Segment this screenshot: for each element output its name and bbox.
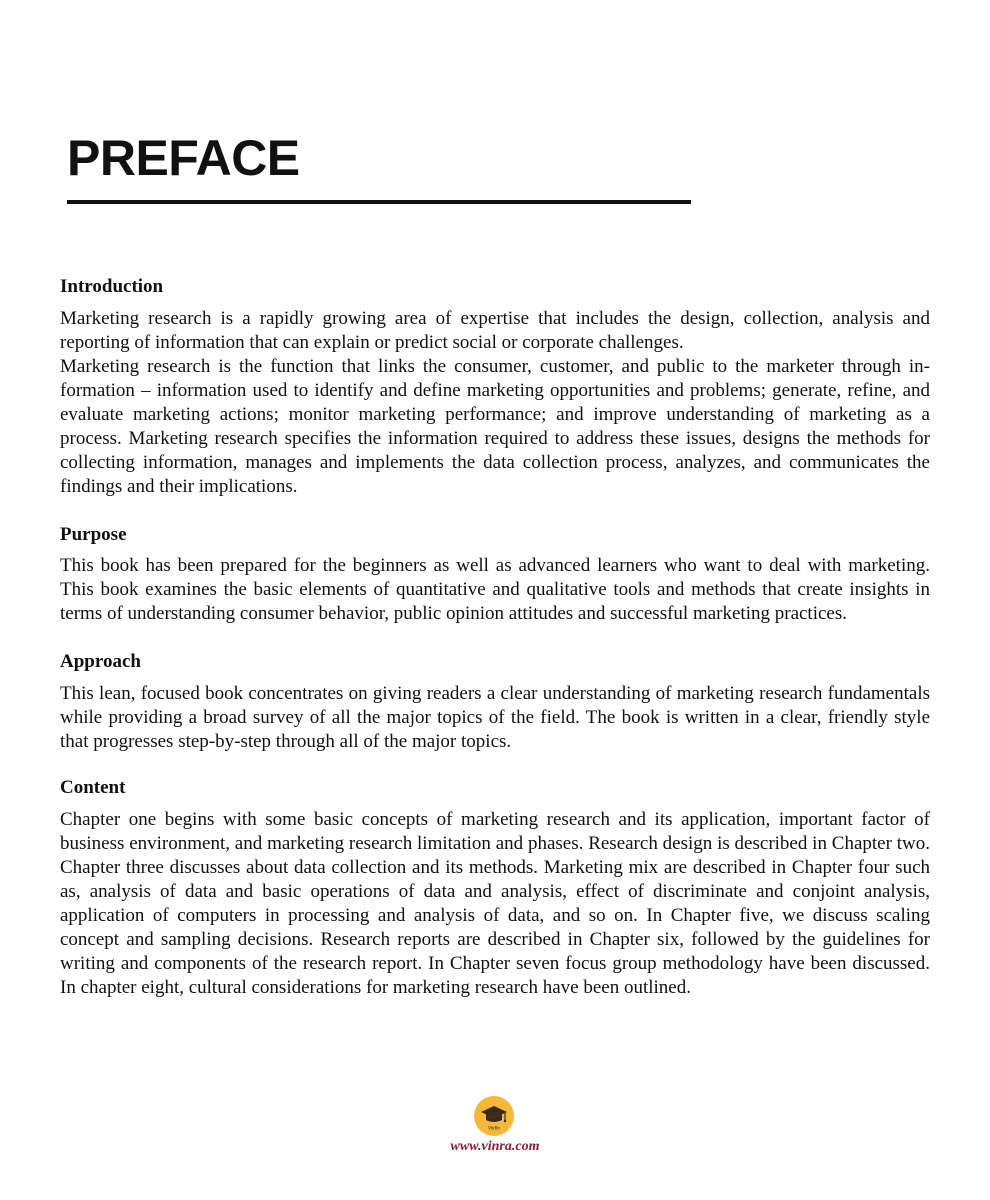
purpose-paragraph: This book has been prepared for the beginners as well as advanced learners who want to deal with marketing. This book examines the basic elements of quantitative and qualitative tools and methods that create insights in terms of understanding consumer behavior, public opinion attitudes and successful marketing practices. bbox=[60, 555, 930, 624]
logo-text: VinRa bbox=[487, 1126, 501, 1132]
title-underline-rule bbox=[67, 200, 691, 204]
preface-body bbox=[60, 275, 930, 1000]
graduation-cap-icon bbox=[474, 1096, 514, 1136]
vinra-logo bbox=[474, 1096, 514, 1136]
section-approach bbox=[60, 650, 930, 754]
page-title: PREFACE bbox=[67, 130, 300, 186]
content-paragraph: Chapter one begins with some basic concepts of marketing research and its application, important factor of business environment, and marketing research limitation and phases. Research design is described in Chapter two. Chapter three discusses about data collection and its methods. Marketing mix are described in Chapter four such as, analysis of data and basic operations of data and analysis, effect of discriminate and conjoint analysis, application of computers in processing and analysis of data, and so on. In Chapter five, we discuss scaling concept and sampling decisions. Research reports are described in Chapter six, followed by the guidelines for writing and components of the research report. In Chapter seven focus group methodology have been discussed. In chapter eight, cultural considerations for marketing research have been outlined. bbox=[60, 809, 930, 998]
section-content bbox=[60, 776, 930, 1000]
section-heading-introduction: Introduction bbox=[60, 276, 164, 297]
section-heading-purpose: Purpose bbox=[60, 524, 127, 545]
section-introduction bbox=[60, 275, 930, 499]
approach-paragraph: This lean, focused book concentrates on giving readers a clear understanding of marketing research fundamentals while providing a broad survey of all the major topics of the field. The book is written in a clear, friendly style that progresses step-by-step through all of the major topics. bbox=[60, 683, 930, 752]
footer-website-url[interactable]: www.vinra.com bbox=[450, 1139, 540, 1154]
section-purpose bbox=[60, 523, 930, 626]
introduction-paragraph-2: Marketing research is the function that links the consumer, customer, and public to the marketer through information – information used to identify and define marketing opportunities and problems; generate, refine, and evaluate marketing actions; monitor marketing performance; and improve understanding of marketing as a process. Marketing research specifies the information required to address these issues, designs the methods for collecting information, manages and implements the data collection process, analyzes, and communicates the findings and their implications. bbox=[60, 356, 930, 497]
section-heading-approach: Approach bbox=[60, 651, 141, 672]
section-heading-content: Content bbox=[60, 777, 126, 798]
introduction-paragraph-1: Marketing research is a rapidly growing area of expertise that includes the design, collection, analysis and reporting of information that can explain or predict social or corporate challenges. bbox=[60, 308, 930, 353]
